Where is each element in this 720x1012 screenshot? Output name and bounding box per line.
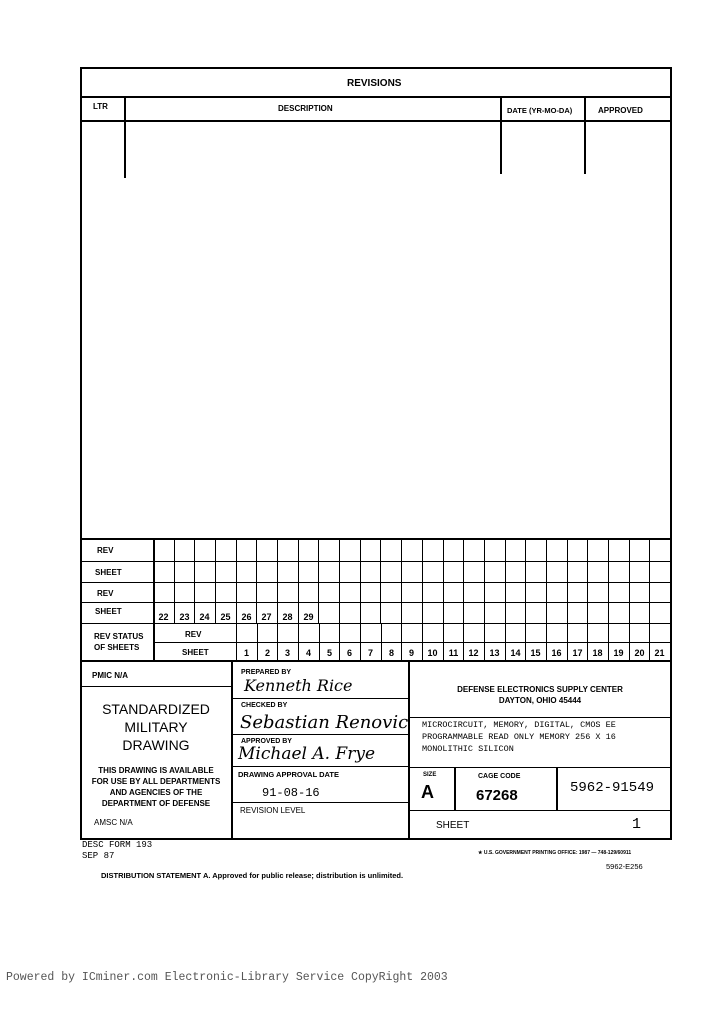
grid-row3-label: REV [97,589,114,598]
cage-value: 67268 [476,787,518,804]
sheet-number: 25 [220,612,231,622]
frame-top [80,67,672,69]
grid-row1-label: REV [97,546,114,555]
amsc: AMSC N/A [94,818,133,827]
rev-status-line2: OF SHEETS [94,643,140,652]
grid-column-line [174,538,175,623]
sheet-number: 12 [468,648,479,658]
sheet-number: 10 [427,648,438,658]
grid-column-line [194,538,195,623]
drawing-description: MICROCIRCUIT, MEMORY, DIGITAL, CMOS EE PROGRAMMABLE READ ONLY MEMORY 256 X 16 MONOLITHIC SILICON [422,720,616,754]
distribution-statement: DISTRIBUTION STATEMENT A. Approved for public release; distribution is unlimited. [101,871,404,880]
checked-by-label: CHECKED BY [241,702,288,709]
sheet-number: 17 [572,648,583,658]
grid-column-line [463,538,464,623]
grid-column-line [525,538,526,623]
grid-row2-label: SHEET [95,568,122,577]
sheet-number: 28 [282,612,293,622]
grid-column-line [380,538,381,623]
availability-note: THIS DRAWING IS AVAILABLE FOR USE BY ALL DEPARTMENTS AND AGENCIES OF THE DEPARTMENT OF DEFENSE [91,766,221,808]
approved-by-label: APPROVED BY [241,738,292,745]
checked-signature: Sebastian Renovic [240,712,409,733]
sheet-number: 26 [241,612,252,622]
approval-date-label: DRAWING APPROVAL DATE [238,770,339,779]
grid-column-line [339,538,340,623]
col-line-1 [124,96,126,178]
grid-column-line [629,538,630,623]
grid-column-line [298,538,299,623]
form-id: DESC FORM 193 SEP 87 [82,840,153,861]
gpo-note: ★ U.S. GOVERNMENT PRINTING OFFICE: 1987 — 748-129/60911 [478,850,632,856]
sheet-number: 24 [199,612,210,622]
grid-column-line [443,538,444,623]
grid-column-line [422,538,423,623]
sheet-label: SHEET [436,820,470,831]
sheet-number: 23 [179,612,190,622]
sheet-number: 1 [243,648,249,658]
sheet-value: 1 [632,816,642,833]
sheet-number: 2 [264,648,270,658]
sheet-number: 8 [388,648,394,658]
col-ltr: LTR [93,102,108,111]
col-description: DESCRIPTION [278,104,333,113]
form-code: 5962-E256 [606,862,643,871]
size-label: SIZE [423,772,437,778]
sheet-number: 16 [551,648,562,658]
frame-right [670,67,672,839]
rev-status-line1: REV STATUS [94,632,144,641]
grid-column-line [215,538,216,623]
sheet-number: 11 [448,648,459,658]
grid-row4-label: SHEET [95,607,122,616]
sheet-number: 9 [408,648,414,658]
agency-block: DEFENSE ELECTRONICS SUPPLY CENTER DAYTON, OHIO 45444 [457,685,623,705]
prepared-signature: Kenneth Rice [244,676,353,695]
grid-column-line [567,538,568,623]
col-line-2 [500,96,502,174]
sheet-number: 27 [261,612,272,622]
grid-column-line [587,538,588,623]
status-sheet-label: SHEET [182,648,209,657]
grid-top [80,538,672,540]
sheet-number: 4 [305,648,311,658]
sheet-number: 21 [654,648,665,658]
grid-column-line [505,538,506,623]
cage-label: CAGE CODE [478,773,521,780]
sheet-number: 5 [326,648,332,658]
powered-by: Powered by ICminer.com Electronic-Library Service CopyRight 2003 [6,971,448,984]
grid-column-line [401,538,402,623]
sheet-number: 3 [284,648,290,658]
smd-title: STANDARDIZED MILITARY DRAWING [102,701,210,753]
status-rev-label: REV [185,630,202,639]
sheet-number: 13 [489,648,500,658]
sheet-number: 22 [158,612,169,622]
sheet-number: 7 [367,648,373,658]
revision-level-label: REVISION LEVEL [240,806,306,815]
size-value: A [421,782,434,802]
grid-column-line [649,538,650,623]
sheet-number: 20 [634,648,645,658]
grid-column-line [484,538,485,623]
prepared-by-label: PREPARED BY [241,669,292,676]
sheet-number: 14 [510,648,521,658]
grid-column-line [608,538,609,623]
grid-column-line [360,538,361,623]
sheet-number: 15 [530,648,541,658]
grid-column-line [277,538,278,623]
revisions-title: REVISIONS [347,78,402,89]
grid-column-line [236,538,237,623]
sheet-number: 29 [303,612,314,622]
pmic: PMIC N/A [92,671,128,680]
approved-signature: Michael A. Frye [238,744,376,764]
grid-column-line [546,538,547,623]
approval-date: 91-08-16 [262,786,320,800]
col-line-3 [584,96,586,174]
document-number: 5962-91549 [570,780,655,796]
col-date: DATE (YR-MO-DA) [507,106,573,115]
grid-column-line [256,538,257,623]
grid-column-line [318,538,319,623]
col-approved: APPROVED [598,106,643,115]
sheet-number: 6 [346,648,352,658]
sheet-number: 19 [613,648,624,658]
sheet-number: 18 [592,648,603,658]
